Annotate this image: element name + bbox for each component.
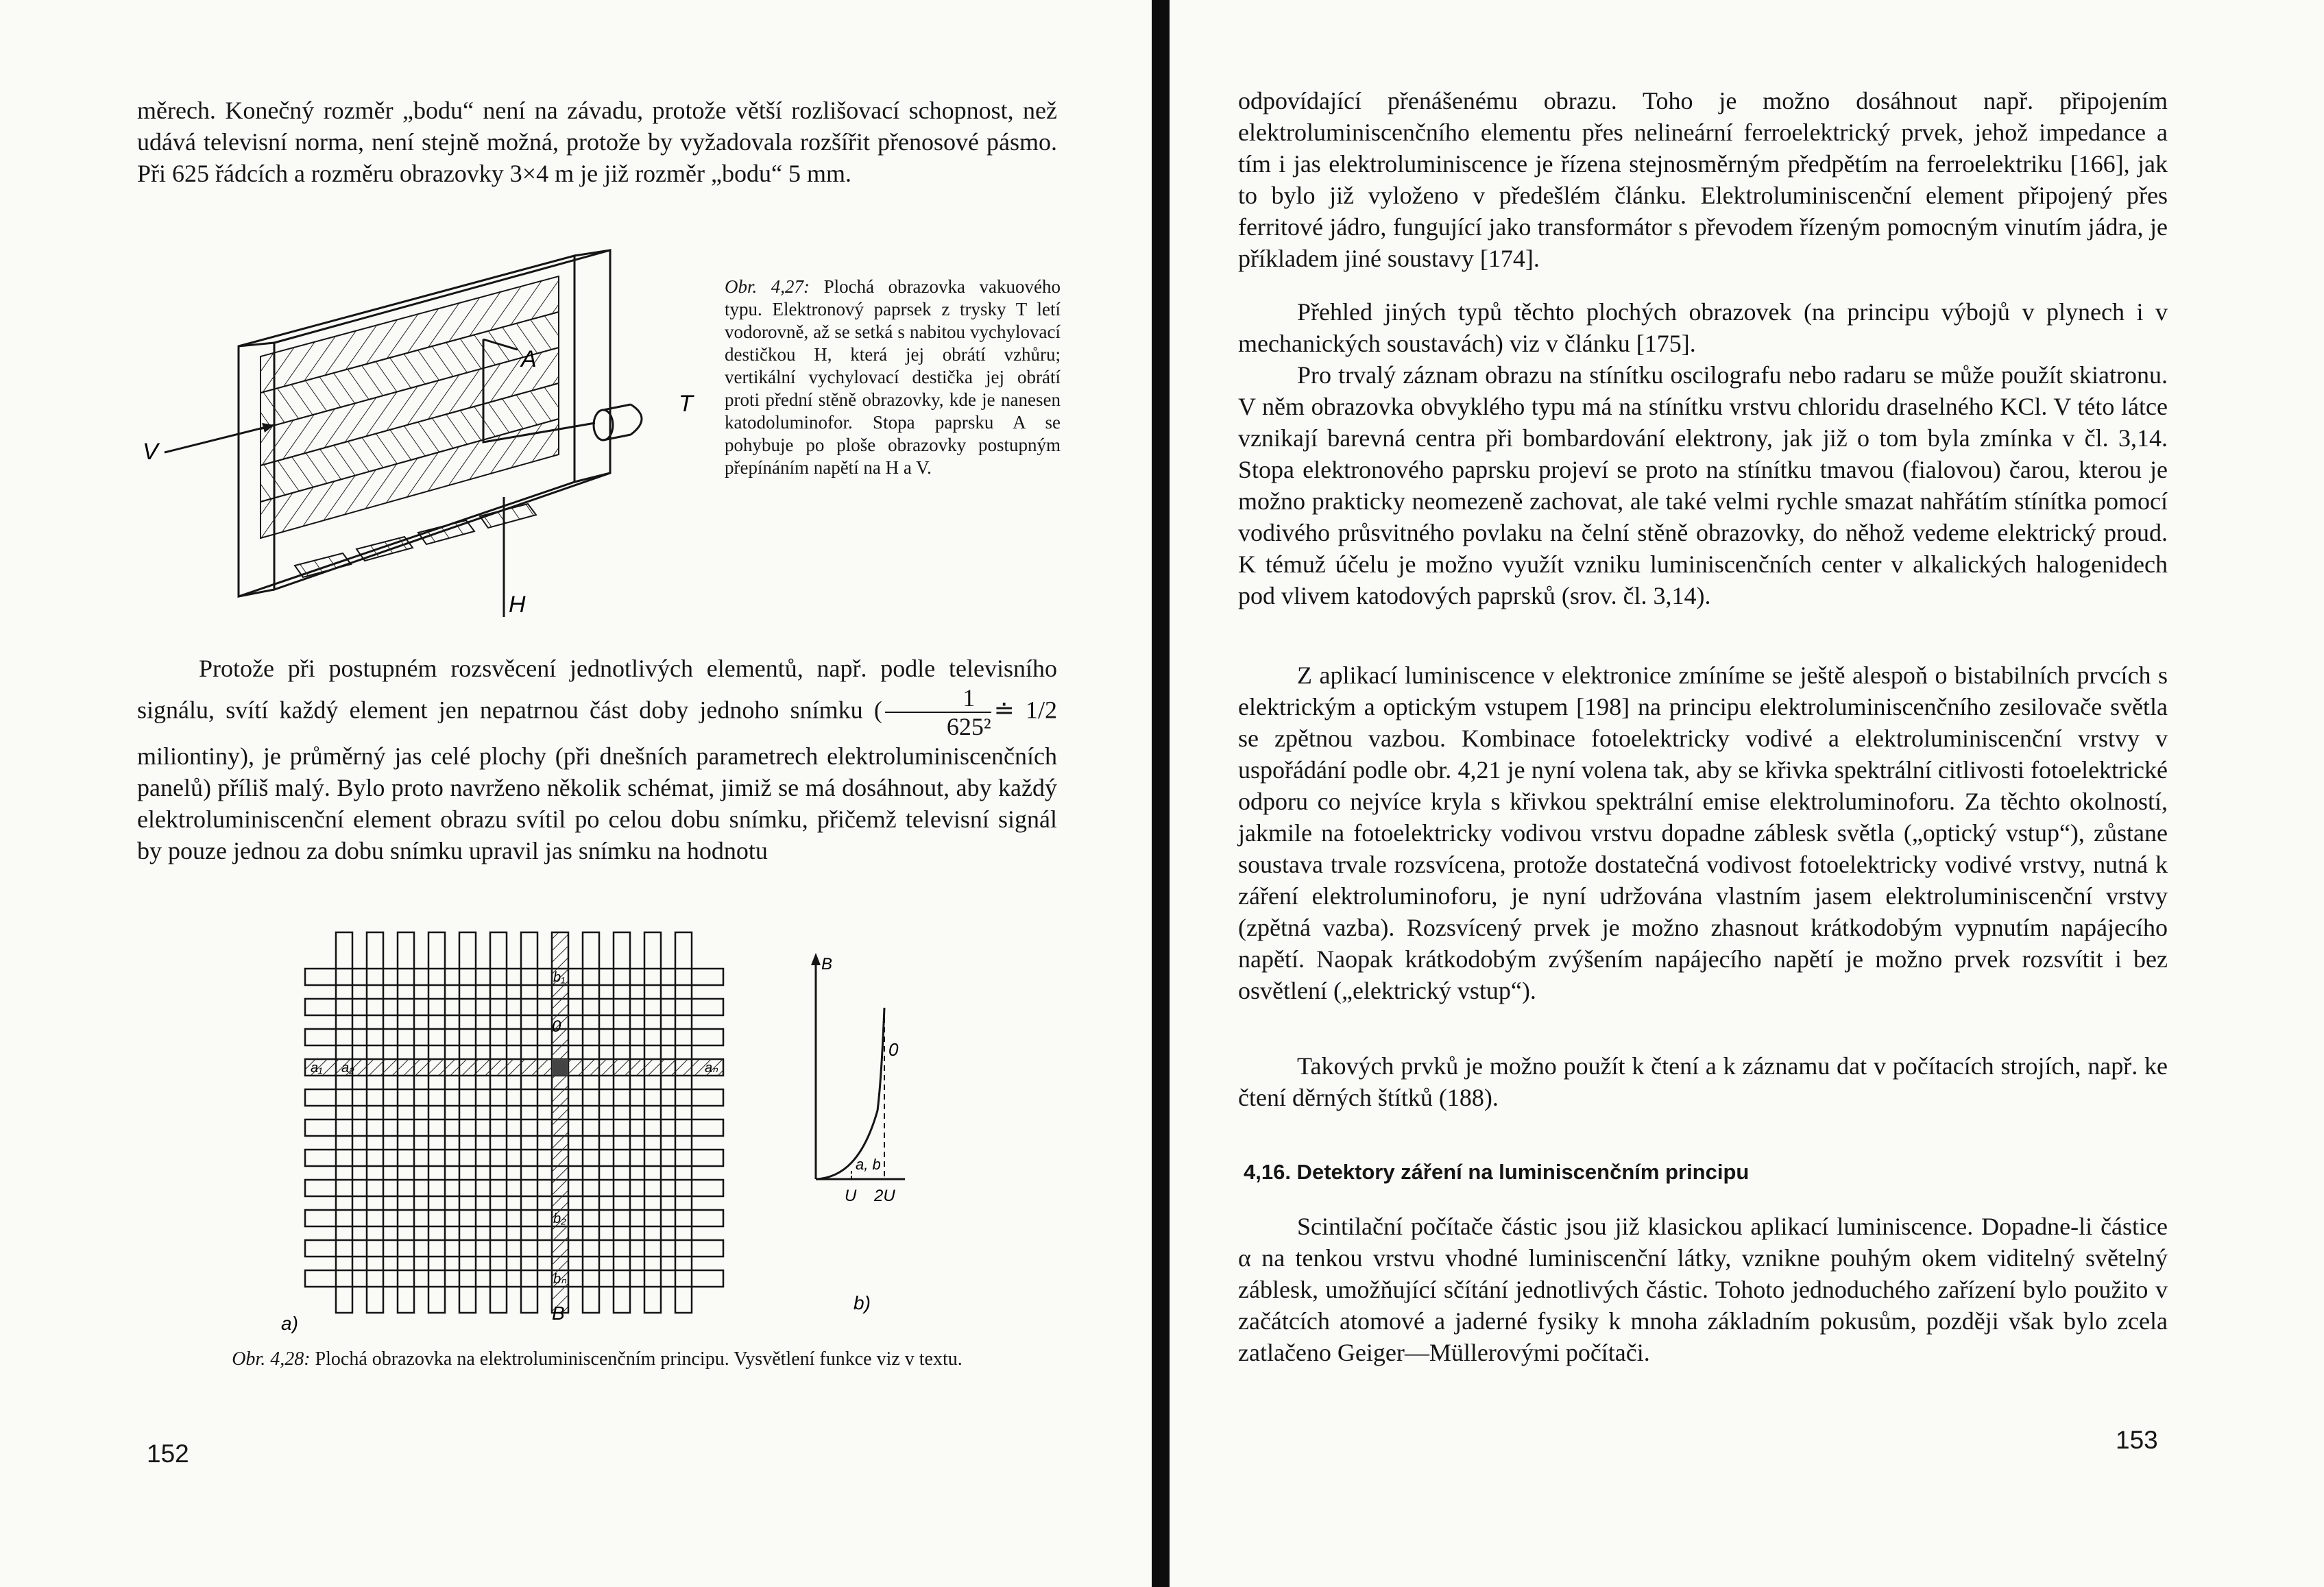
grid-label-b1: b₁ xyxy=(553,970,566,985)
right-paragraph-3: Pro trvalý záznam obrazu na stínítku oscilografu nebo radaru se může použít skiatronu. V něm obrazovka obvyklého typu má na stínítku vrstvu chloridu draselného KCl. V této látce vznikají barevná centra při bombardování elektrony, jak již o tom byla zmínka v čl. 3,14. Stopa elektronového paprsku projeví se proto na stínítku tmavou (fialovou) čarou, kterou je možno prakticky neomezeně zachovat, ale také velmi rychle smazat nahřátím stínítka pomocí vodivého průsvitného povlaku na čelní stěně obrazovky, do něhož vedeme elektrický proud. K témuž účelu je možno využít vzniku luminiscenčních center v alkalických halogenidech pod vlivem katodových paprsků (srov. čl. 3,14). xyxy=(1238,361,2168,609)
left-paragraph-2-end: ≐ 1/2 miliontiny), je průměrný jas celé plochy (při dnešních parametrech elektroluminiscenčních panelů) příliš malý. Bylo proto navrženo několik schémat, jimiž se má dosáhnout, aby každý elektroluminiscenční element obrazu svítil po celou dobu snímku, přičemž televisní signál by pouze jednou za dobu snímku upravil jas snímku na hodnotu xyxy=(137,696,1057,864)
right-paragraph-2: Přehled jiných typů těchto plochých obrazovek (na principu výbojů v plynech i v mechanických soustavách) viz v článku [175]. xyxy=(1238,298,2168,357)
fig428-caption-text: Plochá obrazovka na elektroluminiscenčním principu. Vysvětlení funkce viz v textu. xyxy=(315,1348,963,1370)
left-page xyxy=(0,0,1152,1587)
right-page xyxy=(1170,0,2324,1587)
grid-label-b2: b₂ xyxy=(553,1211,566,1226)
left-paragraph-1: měrech. Konečný rozměr „bodu“ není na závadu, protože větší rozlišovací schopnost, než udává televisní norma, není stejně možná, protože by vyžadovala rozšířit přenosové pásmo. Při 625 řádcích a rozměru obrazovky 3×4 m je již rozměr „bodu“ 5 mm. xyxy=(137,97,1057,187)
fraction-numerator: 1 xyxy=(885,684,991,713)
graph-tick-2u: 2U xyxy=(874,1187,895,1205)
fig427-label-a: A xyxy=(521,346,537,372)
right-paragraph-1: odpovídající přenášenému obrazu. Toho je možno dosáhnout např. připojením elektroluminiscenčního elementu přes nelineární ferroelektrický prvek, jehož impedance a tím i jas elektroluminiscence je řízena stejnosměrným předpětím na ferroelektriku [166], jak to bylo již vyloženo v předešlém článku. Elektroluminiscenční element připojený přes ferritové jádro, fungující jako transformátor s převodem řízeným pomocným vinutím jádra, je příkladem jiné soustavy [174]. xyxy=(1238,87,2168,272)
fig427-caption-label: Obr. 4,27: xyxy=(725,276,810,297)
grid-label-zero: 0 xyxy=(552,1017,561,1036)
fig428-label-b: b) xyxy=(854,1292,871,1313)
figure-4-28b-graph xyxy=(802,953,939,1323)
grid-label-bn: bₙ xyxy=(553,1272,567,1287)
left-paragraph-2 xyxy=(137,653,1057,867)
fig428-caption-label: Obr. 4,28: xyxy=(232,1348,311,1370)
grid-label-a1: a₁ xyxy=(311,1061,323,1076)
page-number-right: 153 xyxy=(2116,1426,2158,1454)
graph-axis-b: B xyxy=(821,955,833,973)
fig427-caption-text: Plochá obrazovka vakuového typu. Elektronový paprsek z trysky T letí vodorovně, až se setká s nabitou vychylovací destičkou H, která jej obrátí vzhůru; vertikální vychylovací destička jej obrátí proti přední stěně obrazovky, kde je nanesen katodoluminofor. Stopa paprsku A se pohybuje po ploše obrazovky postupným přepínáním napětí na H a V. xyxy=(725,276,1061,478)
fraction-denominator: 625² xyxy=(946,713,991,740)
right-paragraph-5: Takových prvků je možno použít k čtení a k záznamu dat v počítacích strojích, např. ke čtení děrných štítků (188). xyxy=(1238,1052,2168,1111)
fig427-label-t: T xyxy=(679,391,693,417)
figure-4-27-diagram xyxy=(137,237,713,620)
fig427-label-v: V xyxy=(143,439,158,465)
page-number-left: 152 xyxy=(147,1440,189,1468)
grid-label-an: aₙ xyxy=(705,1061,718,1076)
fig427-label-h: H xyxy=(509,592,526,618)
section-heading: 4,16. Detektory záření na luminiscenčním principu xyxy=(1244,1160,1750,1184)
graph-label-ab: a, b xyxy=(856,1156,881,1173)
figure-4-27-caption xyxy=(725,276,1061,479)
graph-label-zero: 0 xyxy=(888,1039,899,1060)
right-paragraph-6: Scintilační počítače částic jsou již klasickou aplikací luminiscence. Dopadne-li částice α na tenkou vrstvu vhodné luminiscenční látky, vznikne pouhým okem viditelný světelný záblesk, umožňující sčítání jednotlivých částic. Tohoto jednoduchého zařízení bylo použito v začátcích atomové a jaderné fysiky k mnoha základním pokusům, později však bylo zcela zatlačeno Geiger—Müllerovými počítači. xyxy=(1238,1213,2168,1366)
fraction xyxy=(885,684,991,740)
book-gutter xyxy=(1152,0,1170,1587)
fig428-label-a: a) xyxy=(281,1313,298,1333)
graph-tick-u: U xyxy=(845,1187,857,1205)
figure-4-28a-grid xyxy=(278,922,785,1333)
figure-4-28-caption xyxy=(137,1348,1057,1370)
left-paragraph-2-start: Protože při postupném rozsvěcení jednotlivých elementů, např. podle televisního signálu, svítí každý element jen nepatrnou část doby jednoho snímku ( xyxy=(137,655,1057,724)
right-paragraph-4: Z aplikací luminiscence v elektronice zmíníme se ještě alespoň o bistabilních prvcích s elektrickým a optickým vstupem [198] na principu elektroluminiscenčního zesilovače světla se zpětnou vazbou. Kombinace fotoelektricky vodivé a elektroluminiscenční vrstvy v uspořádání podle obr. 4,21 je nyní volena tak, aby se křivka spektrální citlivosti fotoelektrické odporu co nejvíce kryla s křivkou spektrální emise elektroluminoforu. Za těchto okolností, jakmile na fotoelektricky vodivou vrstvu dopadne záblesk světla („optický vstup“), zůstane soustava trvale rozsvícena, protože dostatečná vodivost fotoelektricky vodivé vrstvy, nutná k záření elektroluminoforu, je nyní udržována vlastním jasem elektroluminiscenční vrstvy (zpětná vazba). Rozsvícený prvek je možno zhasnout krátkodobým vypnutím napájecího napětí. Naopak krátkodobým zvýšením napájecího napětí je možno prvek rozsvítit i bez osvětlení („elektrický vstup“). xyxy=(1238,662,2168,1004)
grid-label-a2: a₂ xyxy=(341,1061,354,1076)
grid-label-b: B xyxy=(552,1303,565,1324)
